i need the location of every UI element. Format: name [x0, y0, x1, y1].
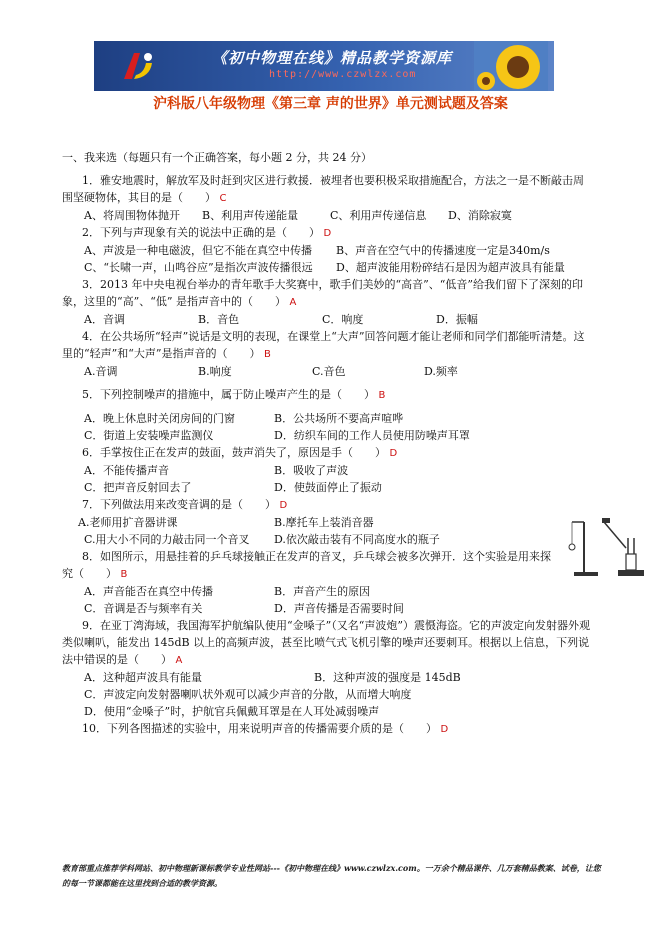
question-6-stem: 6．手掌按住正在发声的鼓面，鼓声消失了，原因是手（ ） — [82, 446, 386, 459]
question-6-answer: D — [389, 448, 398, 459]
q7-option-a: A.老师用扩音器讲课 — [78, 516, 178, 529]
section-heading: 一、我来选（每题只有一个正确答案，每小题 2 分，共 24 分） — [62, 151, 372, 164]
q7-option-d: D.依次敲击装有不同高度水的瓶子 — [274, 533, 440, 546]
question-1-answer: C — [219, 193, 227, 204]
q1-option-c: C、利用声传递信息 — [330, 209, 427, 222]
question-4 — [62, 328, 590, 363]
q7-option-c: C.用大小不同的力敲击同一个音叉 — [84, 533, 250, 546]
q8-option-c: C．音调是否与频率有关 — [84, 602, 203, 615]
q2-option-b: B、声音在空气中的传播速度一定是340m/s — [336, 244, 550, 257]
question-5 — [62, 386, 590, 404]
question-9-answer: A — [175, 655, 183, 666]
question-7-answer: D — [279, 500, 288, 511]
question-10-stem: 10．下列各图描述的实验中，用来说明声音的传播需要介质的是（ ） — [82, 722, 437, 735]
logo-icon — [120, 49, 156, 83]
question-3 — [62, 276, 590, 311]
question-7-stem: 7．下列做法用来改变音调的是（ ） — [82, 498, 276, 511]
q3-option-d: D．振幅 — [436, 313, 478, 326]
question-9 — [62, 617, 590, 669]
question-2-answer: D — [323, 228, 332, 239]
q9-option-d: D．使用“金嗓子”时，护航官兵佩戴耳罩是在人耳处减弱噪声 — [84, 705, 380, 718]
question-content — [62, 149, 590, 738]
q9-option-b: B．这种声波的强度是 145dB — [314, 671, 461, 684]
document-title: 沪科版八年级物理《第三章 声的世界》单元测试题及答案 — [153, 96, 508, 112]
q3-option-a: A．音调 — [84, 313, 125, 326]
question-10-answer: D — [440, 724, 449, 735]
q4-option-a: A.音调 — [84, 365, 118, 378]
q4-option-d: D.频率 — [424, 365, 458, 378]
q6-option-c: C．把声音反射回去了 — [84, 481, 192, 494]
q7-option-b: B.摩托车上装消音器 — [274, 516, 374, 529]
q1-option-d: D、消除寂寞 — [448, 209, 512, 222]
q5-option-b: B．公共场所不要高声喧哗 — [274, 412, 404, 425]
q2-option-d: D、超声波能用粉碎结石是因为超声波具有能量 — [336, 261, 565, 274]
question-2-stem: 2．下列与声现象有关的说法中正确的是（ ） — [82, 226, 320, 239]
q9-option-c: C．声波定向发射器喇叭状外观可以减少声音的分散，从而增大响度 — [84, 688, 412, 701]
q1-option-b: B、利用声传递能量 — [202, 209, 299, 222]
q5-option-c: C．街道上安装噪声监测仪 — [84, 429, 214, 442]
question-2 — [62, 224, 590, 242]
q8-option-a: A．声音能否在真空中传播 — [84, 585, 213, 598]
q8-option-d: D．声音传播是否需要时间 — [274, 602, 404, 615]
question-8 — [62, 548, 560, 583]
q2-option-a: A、声波是一种电磁波，但它不能在真空中传播 — [84, 244, 312, 257]
q2-option-c: C、“长啸一声，山鸣谷应”是指次声波传播很远 — [84, 261, 313, 274]
q3-option-b: B．音色 — [198, 313, 240, 326]
q6-option-d: D．使鼓面停止了振动 — [274, 481, 382, 494]
tuning-fork-figure — [564, 514, 650, 580]
question-5-answer: B — [378, 390, 386, 401]
question-6 — [62, 444, 590, 462]
banner-title: 《初中物理在线》精品教学资源库 — [212, 49, 453, 67]
question-4-answer: B — [264, 349, 271, 360]
question-7 — [62, 496, 590, 514]
q4-option-b: B.响度 — [198, 365, 232, 378]
question-1 — [62, 172, 590, 207]
q5-option-d: D．纺织车间的工作人员使用防噪声耳罩 — [274, 429, 470, 442]
q9-option-a: A．这种超声波具有能量 — [84, 671, 202, 684]
question-3-stem: 3．2013 年中央电视台举办的青年歌手大奖赛中，歌手们美妙的“高音”、“低音”给我们留下了深刻的印象，这里的“高”、“低” 是指声音中的（ ） — [62, 278, 583, 308]
question-5-stem: 5．下列控制噪声的措施中，属于防止噪声产生的是（ ） — [82, 388, 375, 401]
q6-option-a: A．不能传播声音 — [84, 464, 169, 477]
q4-option-c: C.音色 — [312, 365, 346, 378]
q1-option-a: A、将周围物体抛开 — [84, 209, 180, 222]
q5-option-a: A．晚上休息时关闭房间的门窗 — [84, 412, 235, 425]
question-3-answer: A — [289, 297, 297, 308]
question-1-stem: 1．雅安地震时，解放军及时赶到灾区进行救援．被埋者也要积极采取措施配合，方法之一是不断敲击周围坚硬物体，其目的是（ ） — [62, 174, 584, 204]
header-banner — [94, 41, 554, 91]
q6-option-b: B．吸收了声波 — [274, 464, 349, 477]
banner-url: http://www.czwlzx.com — [269, 69, 417, 80]
question-4-stem: 4．在公共场所“轻声”说话是文明的表现，在课堂上“大声”回答问题才能让老师和同学们都能听清楚。这里的“轻声”和“大声”是指声音的（ ） — [62, 330, 585, 360]
question-10 — [62, 720, 590, 738]
question-8-stem: 8．如图所示，用悬挂着的乒乓球接触正在发声的音叉，乒乓球会被多次弹开．这个实验是用来探究（ ） — [62, 550, 551, 580]
question-9-stem: 9．在亚丁湾海域，我国海军护航编队使用“金嗓子”（又名“声波炮”）震慑海盗。它的声波定向发射器外观类似喇叭，能发出 145dB 以上的高频声波，甚至比喷气式飞机引擎的噪声还要刺耳。根据以上信息，下列说法中错误的是（ ） — [62, 619, 590, 666]
q3-option-c: C．响度 — [322, 313, 364, 326]
sunflower-icon — [474, 41, 548, 91]
footer-note: 教育部重点推荐学科网站、初中物理新课标教学专业性网站---《初中物理在线》www.czwlzx.com。一万余个精品课件、几万套精品教案、试卷，让您的每一节课都能在这里找到合适的教学资源。 — [62, 863, 601, 888]
question-8-answer: B — [120, 569, 128, 580]
q8-option-b: B．声音产生的原因 — [274, 585, 371, 598]
